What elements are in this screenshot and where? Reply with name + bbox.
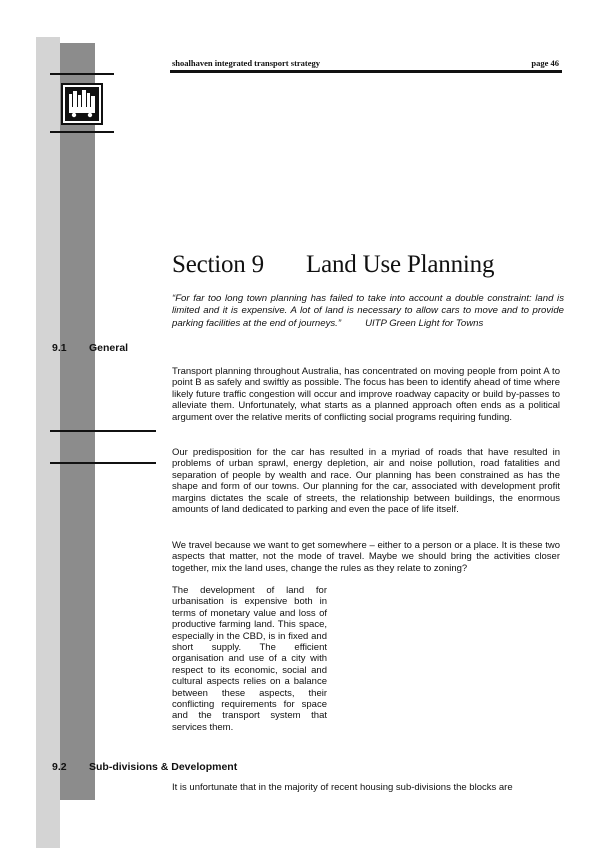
header-rule xyxy=(170,70,562,73)
header-document-title: shoalhaven integrated transport strategy xyxy=(172,58,321,68)
logo-top-rule xyxy=(50,73,114,75)
subsection-heading-general xyxy=(52,342,128,354)
sidebar-rule xyxy=(50,462,156,464)
opening-quote xyxy=(172,293,564,330)
body-paragraph: We travel because we want to get somewhere – either to a person or a place. It is these two aspects that matter, not the mode of travel. Maybe we should bring the activities closer together, mix the land uses, change the rules as they relate to zoning? xyxy=(172,540,560,574)
subsection-heading-subdivisions xyxy=(52,761,237,773)
margin-bar-dark xyxy=(60,43,95,800)
subsection-number: 9.1 xyxy=(52,342,67,354)
body-paragraph: It is unfortunate that in the majority of recent housing sub-divisions the blocks are xyxy=(172,782,513,793)
margin-bar-light xyxy=(36,37,60,848)
subsection-title: Sub-divisions & Development xyxy=(89,761,238,773)
logo-bottom-rule xyxy=(50,131,114,133)
body-paragraph: Our predisposition for the car has resulted in a myriad of roads that have resulted in problems of urban sprawl, energy depletion, air and noise pollution, road fatalities and separation of people by wealth and race. Our planning has been constrained as has the shape and form of our towns. Our planning for the car, associated with development profit margins dictates the scale of streets, the relationship between buildings, the enormous amounts of land dedicated to parking and even the pace of life itself. xyxy=(172,447,560,516)
body-paragraph: Transport planning throughout Australia, has concentrated on moving people from point A to point B as safely and swiftly as possible. The focus has been to identify ahead of time where likely future traffic congestion will occur and improve roadway capacity or build by-passes to alleviate them. Unfortunately, what starts as a planned approach often ends as a political argument over the relative merits of conflicting social programs requiring funding. xyxy=(172,366,560,423)
header-page-number: page 46 xyxy=(531,58,559,68)
section-heading xyxy=(172,251,494,279)
body-paragraph-narrow: The development of land for urbanisation is expensive both in terms of monetary value and loss of productive farming land. This space, especially in the CBD, is in fixed and short supply. The efficient organisation and use of a city with respect to its economic, social and cultural aspects relies on a balance between these aspects, their conflicting requirements for space and the transport system that services them. xyxy=(172,585,327,733)
city-transport-icon xyxy=(61,83,103,125)
subsection-title: General xyxy=(89,342,129,354)
section-number: Section 9 xyxy=(172,251,264,278)
section-title: Land Use Planning xyxy=(306,251,495,278)
subsection-number: 9.2 xyxy=(52,761,67,773)
quote-source: UITP Green Light for Towns xyxy=(365,317,484,329)
sidebar-rule xyxy=(50,430,156,432)
quote-text: “For far too long town planning has failed to take into account a double constraint: land is limited and it is expensive. A lot of land is necessary to allow cars to move and to provide parking facilities at the end of journeys.” xyxy=(172,293,564,329)
